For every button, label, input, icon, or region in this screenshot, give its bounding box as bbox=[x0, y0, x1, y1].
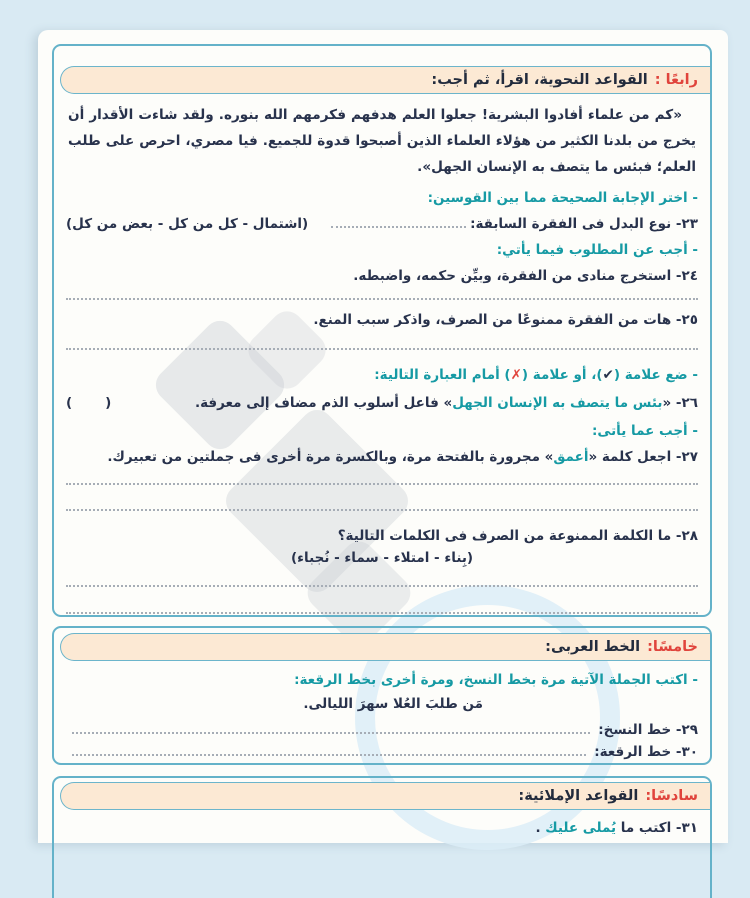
answer-blank[interactable] bbox=[331, 215, 466, 228]
section-header bbox=[60, 633, 710, 661]
section-header bbox=[60, 782, 710, 810]
answer-line[interactable] bbox=[66, 348, 698, 350]
question-23 bbox=[66, 215, 698, 234]
question-26-quote: بئس ما يتصف به الإنسان الجهل bbox=[452, 395, 663, 411]
section-calligraphy bbox=[52, 626, 712, 765]
question-27-suffix: » مجرورة بالفتحة مرة، وبالكسرة مرة أخرى فى جملتين من تعبيرك. bbox=[107, 449, 554, 465]
question-23-text: ٢٣- نوع البدل فى الفقرة السابقة: bbox=[470, 216, 698, 232]
question-30-label: ٣٠- خط الرقعة: bbox=[594, 744, 698, 760]
section-dictation bbox=[52, 776, 712, 898]
question-28-choices: (بِناء - امتلاء - سماء - نُجباء) bbox=[290, 550, 474, 566]
section-number-label: سادسًا: bbox=[645, 788, 698, 804]
section-header bbox=[60, 66, 710, 94]
question-26 bbox=[66, 394, 698, 413]
question-27-word: أعمق bbox=[553, 449, 589, 465]
instruction-mark-text: )، أو علامة ( bbox=[521, 367, 603, 383]
question-31-prefix: ٣١- اكتب ما bbox=[616, 820, 698, 836]
instruction-choose: - اختر الإجابة الصحيحة مما بين القوسين: bbox=[427, 190, 698, 206]
calligraphy-sentence: مَن طلبَ العُلا سهرَ الليالى. bbox=[303, 696, 483, 712]
answer-line[interactable] bbox=[66, 612, 698, 614]
question-27-prefix: ٢٧- اجعل كلمة « bbox=[588, 449, 698, 465]
section-number-label: خامسًا: bbox=[647, 639, 698, 655]
instruction-mark-text: - ضع علامة ( bbox=[613, 367, 698, 383]
instruction-answer-2: - أجب عما يأتى: bbox=[592, 423, 698, 439]
question-29-label: ٢٩- خط النسخ: bbox=[598, 722, 698, 738]
section-title: الخط العربى: bbox=[545, 639, 641, 655]
instruction-mark bbox=[66, 366, 698, 385]
section-number-label: رابعًا : bbox=[654, 72, 698, 88]
section-grammar bbox=[52, 44, 712, 617]
check-icon: ✔ bbox=[602, 367, 614, 383]
instruction-answer: - أجب عن المطلوب فيما يأتي: bbox=[496, 242, 698, 258]
question-26-text bbox=[195, 394, 698, 413]
section-title: القواعد الإملائية: bbox=[518, 788, 639, 804]
question-31 bbox=[66, 819, 698, 838]
cross-icon: ✗ bbox=[510, 367, 522, 383]
answer-line[interactable] bbox=[66, 298, 698, 300]
question-24: ٢٤- استخرج منادى من الفقرة، وبيِّن حكمه، واضبطه. bbox=[353, 268, 698, 284]
question-25: ٢٥- هات من الفقرة ممنوعًا من الصرف، واذكر سبب المنع. bbox=[313, 312, 698, 328]
instruction-mark-text: ) أمام العبارة التالية: bbox=[374, 367, 511, 383]
question-31-suffix: . bbox=[535, 820, 546, 836]
section-grammar-content bbox=[54, 102, 710, 642]
section-dictation-content bbox=[54, 819, 710, 838]
section-title: القواعد النحوية، اقرأ، ثم أجب: bbox=[431, 72, 648, 88]
answer-line[interactable] bbox=[66, 509, 698, 511]
question-29 bbox=[66, 719, 698, 740]
question-23-choices: (اشتمال - كل من كل - بعض من كل) bbox=[66, 216, 309, 232]
answer-line[interactable] bbox=[66, 483, 698, 485]
answer-blank[interactable] bbox=[72, 741, 586, 756]
question-30 bbox=[66, 741, 698, 762]
answer-blank[interactable] bbox=[72, 719, 590, 734]
question-26-suffix: » فاعل أسلوب الذم مضاف إلى معرفة. bbox=[194, 395, 453, 411]
question-26-prefix: ٢٦- « bbox=[662, 395, 698, 411]
question-31-highlight: يُملى عليك bbox=[545, 820, 617, 836]
answer-brackets[interactable]: ( ) bbox=[66, 395, 112, 411]
reading-paragraph: «كم من علماء أفادوا البشرية! جعلوا العلم هدفهم فكرمهم الله بنوره. ولقد شاءت الأقدار أن يخرج من بلدنا الكثير من هؤلاء العلماء الذين أصبحوا قدوة للجميع. فيا مصري، احرص على طلب العلم؛ فبئس ما يتصف به الإنسان الجهل». bbox=[68, 107, 696, 175]
section-calligraphy-content bbox=[54, 671, 710, 762]
instruction-write: - اكتب الجملة الآتية مرة بخط النسخ، ومرة أخرى بخط الرقعة: bbox=[294, 672, 698, 688]
question-28: ٢٨- ما الكلمة الممنوعة من الصرف فى الكلمات التالية؟ bbox=[337, 528, 698, 544]
question-27 bbox=[66, 448, 698, 467]
answer-line[interactable] bbox=[66, 585, 698, 587]
